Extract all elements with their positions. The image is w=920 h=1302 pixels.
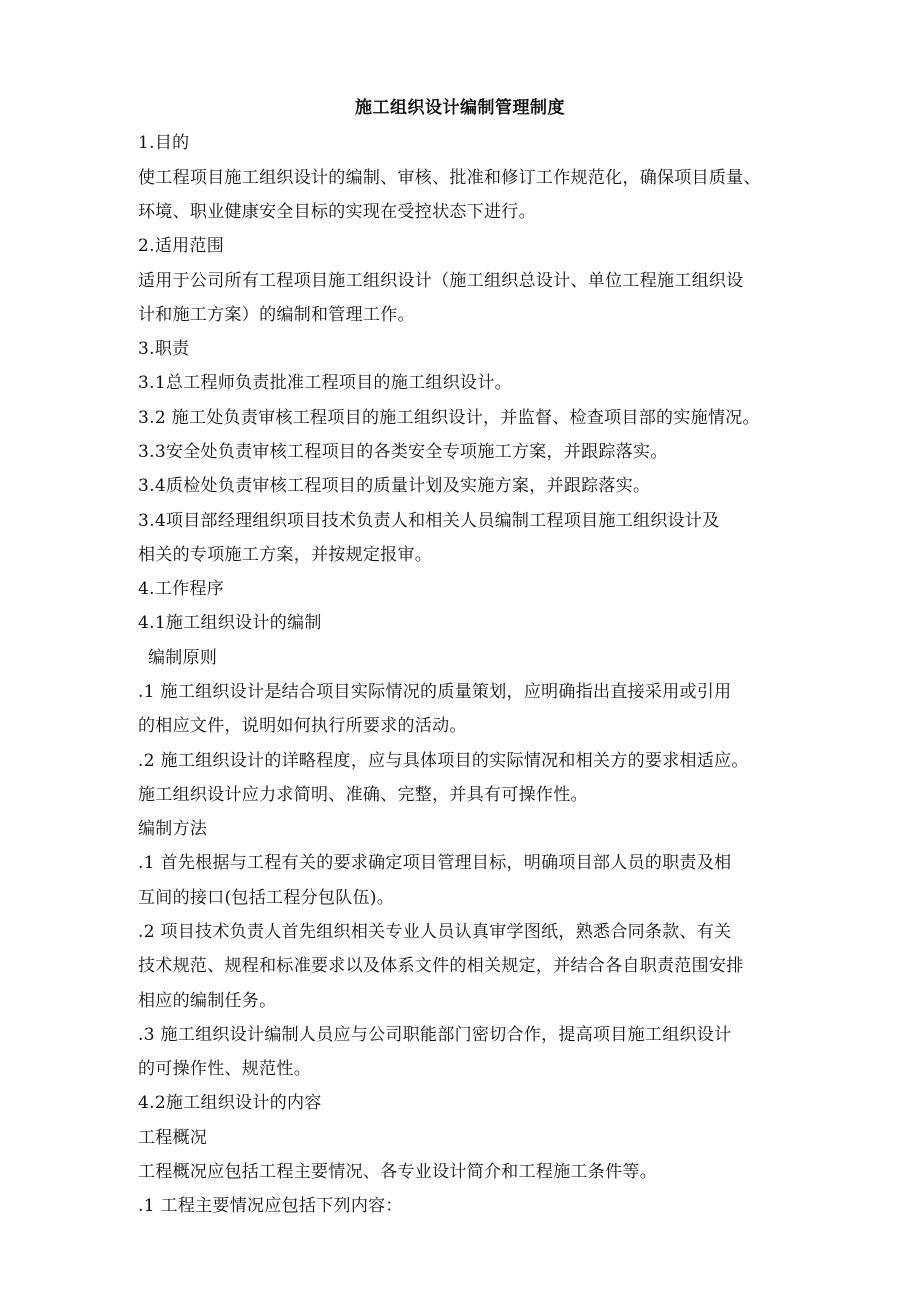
- section-heading-duties: 3.职责: [138, 339, 190, 359]
- paragraph-line: 3.2 施工处负责审核工程项目的施工组织设计，并监督、检查项目部的实施情况。: [138, 408, 760, 428]
- paragraph-line: .2 施工组织设计的详略程度，应与具体项目的实际情况和相关方的要求相适应。: [138, 751, 749, 771]
- subsection-heading: 4.2施工组织设计的内容: [138, 1093, 322, 1113]
- paragraph-line: 互间的接口(包括工程分包队伍)。: [138, 888, 395, 908]
- paragraph-line: .3 施工组织设计编制人员应与公司职能部门密切合作，提高项目施工组织设计: [138, 1025, 732, 1045]
- paragraph-line: 3.1总工程师负责批准工程项目的施工组织设计。: [138, 373, 512, 393]
- paragraph-line: 适用于公司所有工程项目施工组织设计（施工组织总设计、单位工程施工组织设: [138, 271, 744, 291]
- paragraph-line: 3.3安全处负责审核工程项目的各类安全专项施工方案，并跟踪落实。: [138, 442, 668, 462]
- document-title: 施工组织设计编制管理制度: [355, 98, 565, 118]
- paragraph-line: 相应的编制任务。: [138, 991, 277, 1011]
- paragraph-line: 相关的专项施工方案，并按规定报审。: [138, 545, 433, 565]
- paragraph-line: .2 项目技术负责人首先组织相关专业人员认真审学图纸，熟悉合同条款、有关: [138, 922, 732, 942]
- section-heading-scope: 2.适用范围: [138, 236, 225, 256]
- paragraph-line: 3.4项目部经理组织项目技术负责人和相关人员编制工程项目施工组织设计及: [138, 511, 720, 531]
- subheading: 工程概况: [138, 1128, 208, 1148]
- paragraph-line: 环境、职业健康安全目标的实现在受控状态下进行。: [138, 202, 536, 222]
- paragraph-line: 使工程项目施工组织设计的编制、审核、批准和修订工作规范化，确保项目质量、: [138, 168, 761, 188]
- paragraph-line: 计和施工方案）的编制和管理工作。: [138, 305, 415, 325]
- paragraph-line: 的相应文件，说明如何执行所要求的活动。: [138, 716, 467, 736]
- section-heading-procedure: 4.工作程序: [138, 579, 225, 599]
- paragraph-line: .1 工程主要情况应包括下列内容：: [138, 1196, 403, 1216]
- paragraph-line: 工程概况应包括工程主要情况、各专业设计简介和工程施工条件等。: [138, 1162, 657, 1182]
- paragraph-line: 施工组织设计应力求简明、准确、完整，并具有可操作性。: [138, 785, 588, 805]
- paragraph-line: .1 首先根据与工程有关的要求确定项目管理目标，明确项目部人员的职责及相: [138, 853, 732, 873]
- subsection-heading: 4.1施工组织设计的编制: [138, 613, 322, 633]
- paragraph-line: 技术规范、规程和标准要求以及体系文件的相关规定，并结合各自职责范围安排: [138, 956, 744, 976]
- paragraph-line: 的可操作性、规范性。: [138, 1059, 311, 1079]
- paragraph-line: .1 施工组织设计是结合项目实际情况的质量策划，应明确指出直接采用或引用: [138, 682, 732, 702]
- section-heading-purpose: 1.目的: [138, 133, 190, 153]
- subheading: 编制原则: [148, 648, 218, 668]
- subheading: 编制方法: [138, 819, 208, 839]
- paragraph-line: 3.4质检处负责审核工程项目的质量计划及实施方案，并跟踪落实。: [138, 476, 651, 496]
